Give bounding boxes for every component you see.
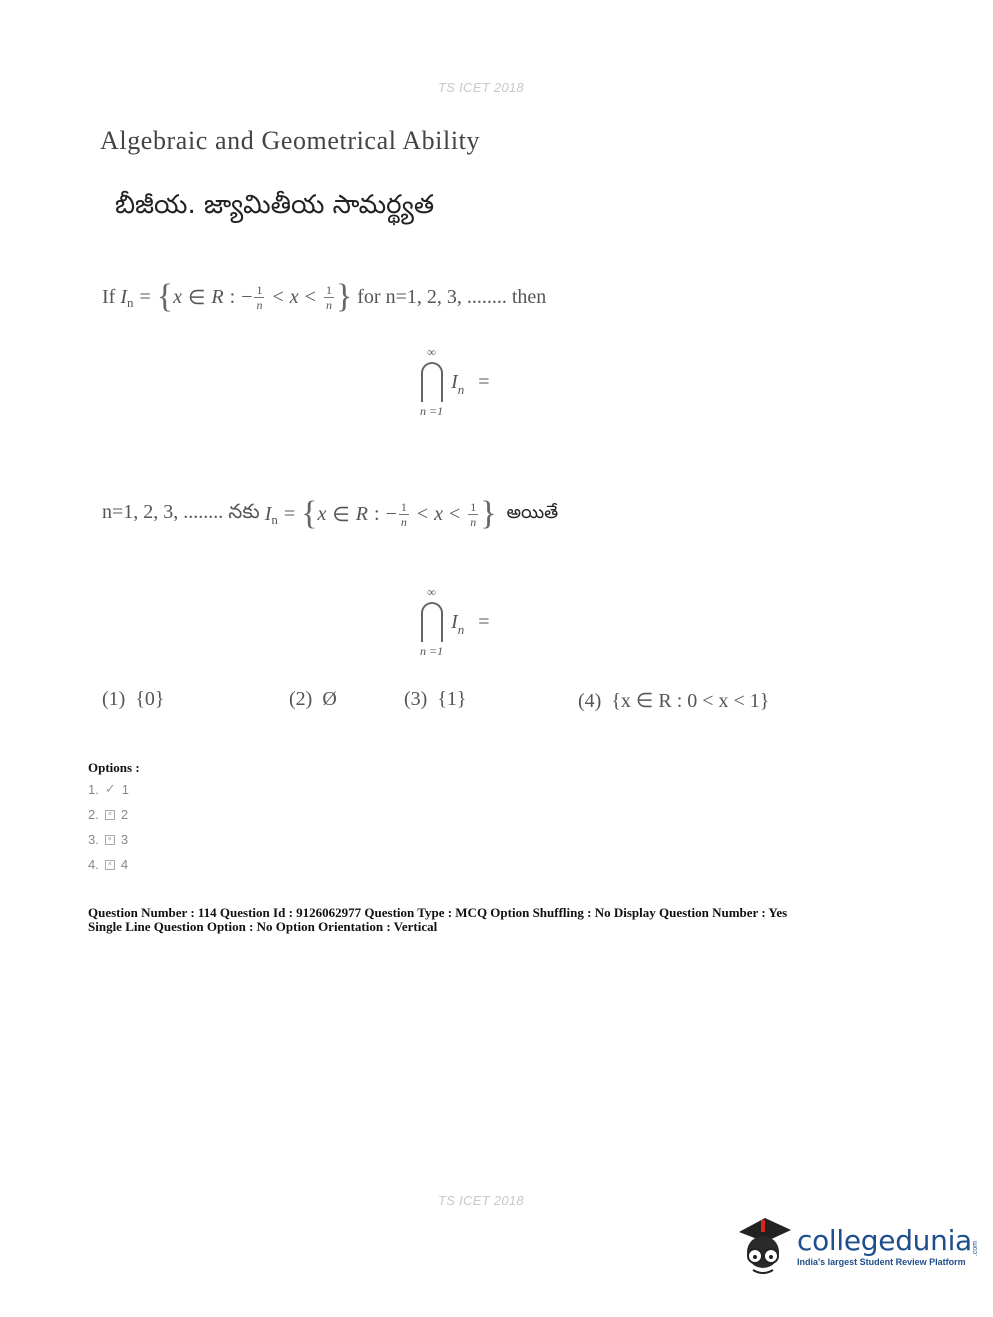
intersection-icon — [421, 362, 443, 402]
element-of-symbol: ∈ — [188, 286, 206, 309]
collegedunia-logo — [735, 1212, 979, 1278]
big-intersection — [420, 585, 443, 659]
intersection-equals: = — [478, 610, 490, 633]
question-prefix-te: n=1, 2, 3, ........ నకు — [102, 500, 260, 523]
question-suffix-te: అయితే — [506, 501, 559, 523]
equals-sign: = — [139, 285, 151, 308]
choice-4: (4) {x ∈ R : 0 < x < 1} — [578, 690, 770, 712]
less-than-sign: < — [304, 285, 316, 308]
metadata-line-2: Single Line Question Option : No Option Orientation : Vertical — [88, 919, 438, 934]
intersection-lower-limit: n =1 — [420, 644, 444, 658]
close-brace: } — [335, 278, 353, 315]
such-that-colon: : — [374, 502, 380, 525]
metadata-line-1: Question Number : 114 Question Id : 9126062977 Question Type : MCQ Option Shuffling : No Display Question Number : Yes — [88, 905, 788, 920]
cross-icon: × — [105, 860, 115, 870]
footer-watermark: TS ICET 2018 — [438, 1193, 524, 1208]
minus-sign: − — [241, 285, 253, 308]
inequality-x: x — [289, 285, 299, 308]
set-variable: I — [120, 285, 127, 308]
big-intersection — [420, 345, 443, 419]
intersection-expression-en — [420, 345, 490, 419]
intersection-expression-te — [420, 585, 490, 659]
fraction-upper: $\frac{1}{n}$ — [470, 499, 477, 529]
cross-icon: × — [105, 835, 115, 845]
open-brace: { — [301, 495, 318, 532]
question-metadata — [88, 906, 888, 934]
intersection-term: $I_n$ — [451, 370, 465, 397]
less-than-sign: < — [416, 502, 429, 525]
option-item-4: 4. × 4 — [88, 857, 129, 872]
set-element-x: x — [317, 502, 327, 525]
question-prefix: If — [102, 285, 116, 308]
section-title: Algebraic and Geometrical Ability — [100, 126, 481, 155]
intersection-equals: = — [478, 370, 490, 393]
choice-3: (3) {1} — [404, 688, 467, 710]
options-heading: Options : — [88, 760, 140, 775]
such-that-colon: : — [229, 285, 236, 308]
fraction-upper: $\frac{1}{n}$ — [325, 282, 332, 312]
intersection-lower-limit: n =1 — [420, 404, 444, 418]
set-variable: I — [264, 502, 272, 525]
minus-sign: − — [385, 502, 397, 525]
header-watermark: TS ICET 2018 — [438, 80, 524, 95]
set-subscript: n — [127, 295, 134, 310]
real-set: R — [355, 502, 368, 525]
option-item-1: 1. ✓ 1 — [88, 781, 129, 797]
logo-name: collegedunia — [797, 1223, 972, 1257]
real-set: R — [211, 285, 224, 308]
open-brace: { — [156, 278, 174, 315]
logo-suffix: .com — [971, 1241, 979, 1257]
intersection-icon — [421, 602, 443, 642]
question-suffix: for n=1, 2, 3, ........ then — [357, 285, 547, 308]
set-element-x: x — [173, 285, 182, 308]
fraction-lower: $\frac{1}{n}$ — [400, 499, 407, 529]
section-title-telugu: బీజీయ. జ్యామితీయ సామర్థ్యత — [115, 190, 435, 220]
question-statement-en — [102, 280, 546, 314]
close-brace: } — [480, 495, 497, 532]
mascot-icon — [735, 1212, 793, 1278]
logo-tagline: India's largest Student Review Platform — [797, 1256, 966, 1267]
less-than-sign: < — [272, 285, 284, 308]
question-statement-te — [102, 497, 558, 531]
intersection-upper-limit: ∞ — [427, 345, 436, 359]
option-item-2: 2. × 2 — [88, 807, 129, 822]
intersection-upper-limit: ∞ — [427, 585, 436, 599]
fraction-lower: $\frac{1}{n}$ — [256, 282, 263, 312]
cross-icon: × — [105, 810, 115, 820]
set-subscript: n — [271, 512, 278, 527]
less-than-sign: < — [449, 502, 461, 525]
inequality-x: x — [434, 502, 444, 525]
intersection-term: $I_n$ — [451, 610, 465, 637]
option-item-3: 3. × 3 — [88, 832, 129, 847]
element-of-symbol: ∈ — [332, 503, 350, 526]
checkmark-icon: ✓ — [104, 781, 116, 796]
equals-sign: = — [283, 502, 296, 525]
options-list — [88, 781, 129, 872]
choice-1: (1) {0} — [102, 688, 165, 710]
choice-2: (2) Ø — [289, 688, 337, 710]
